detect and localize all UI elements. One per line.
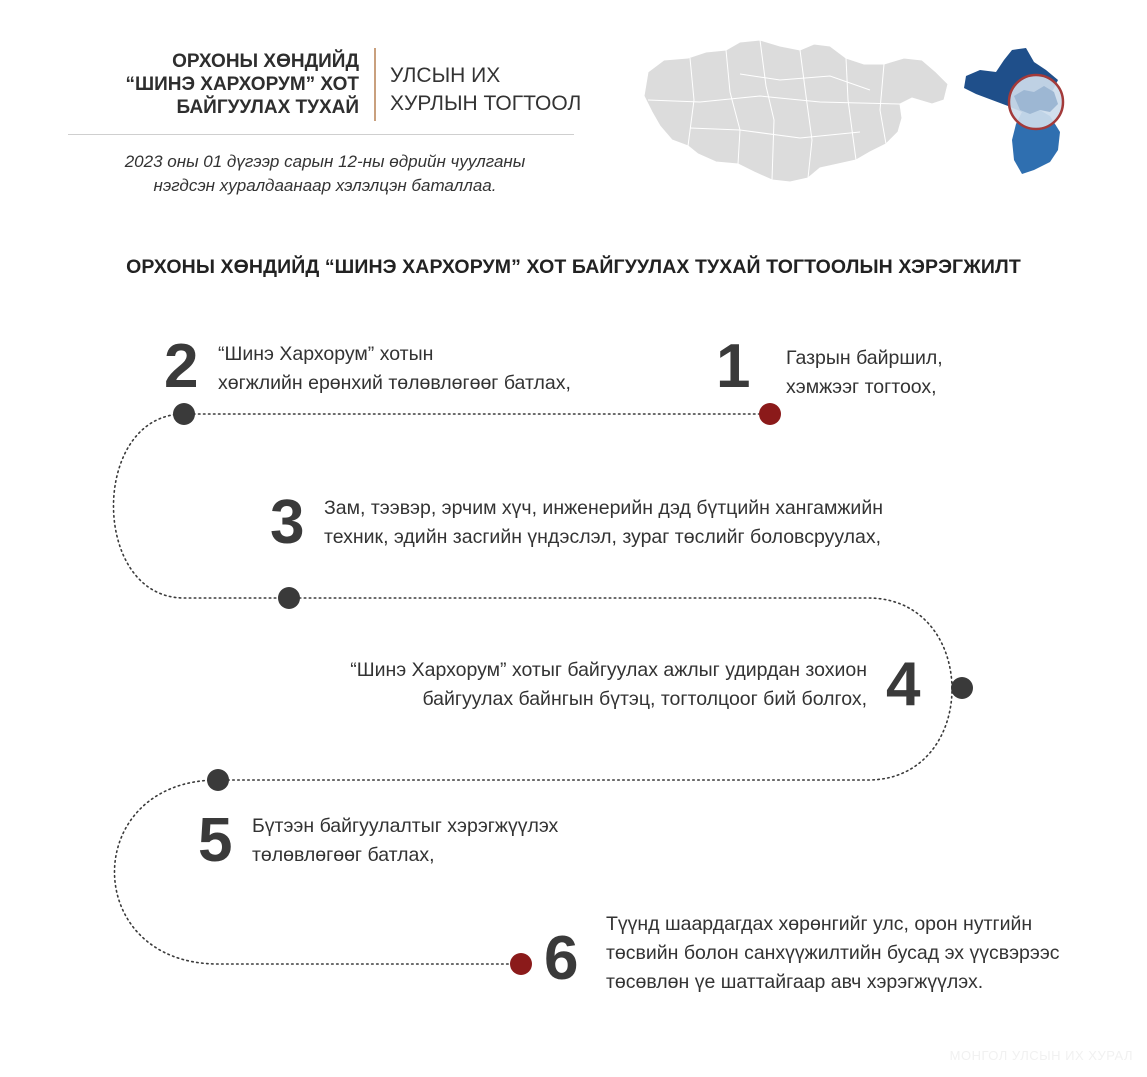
step-5-line: Бүтээн байгуулалтыг хэрэгжүүлэх — [252, 815, 559, 837]
step-6-line: төсвийн болон санхүүжилтийн бусад эх үүсвэрээс — [606, 942, 1060, 964]
step-1-number: 1 — [716, 332, 751, 401]
step-4-number: 4 — [886, 650, 921, 719]
header-title-line: БАЙГУУЛАХ ТУХАЙ — [176, 97, 359, 118]
step-5-marker — [207, 769, 229, 791]
header-subtitle-line: ХУРЛЫН ТОГТООЛ — [390, 92, 582, 115]
step-4-marker — [951, 677, 973, 699]
watermark: МОНГОЛ УЛСЫН ИХ ХУРАЛ — [949, 1048, 1133, 1063]
step-6-marker — [510, 953, 532, 975]
step-5-text — [252, 812, 558, 870]
header-title-line: ОРХОНЫ ХӨНДИЙД — [172, 51, 359, 72]
step-2-number: 2 — [164, 332, 199, 401]
step-3-line: техник, эдийн засгийн үндэслэл, зураг төслийг боловсруулах, — [324, 526, 882, 548]
step-4-line: байгуулах байнгын бүтэц, тогтолцоог бий болгох, — [422, 688, 867, 710]
step-3-line: Зам, тээвэр, эрчим хүч, инженерийн дэд бүтцийн хангамжийн — [324, 497, 883, 519]
header-title-line: “ШИНЭ ХАРХОРУМ” ХОТ — [125, 74, 359, 95]
step-4-line: “Шинэ Хархорум” хотыг байгуулах ажлыг удирдан зохион — [350, 659, 867, 681]
step-5-number: 5 — [198, 806, 233, 875]
step-4-text — [350, 656, 867, 714]
step-2-marker — [173, 403, 195, 425]
step-2-line: “Шинэ Хархорум” хотын — [218, 343, 434, 365]
header-subtitle-line: УЛСЫН ИХ — [390, 64, 501, 87]
step-2-text — [218, 340, 571, 398]
step-6-text — [606, 910, 1060, 997]
step-6-line: Түүнд шаардагдах хөрөнгийг улс, орон нутгийн — [606, 913, 1033, 935]
step-6-number: 6 — [544, 924, 579, 993]
step-1-marker — [759, 403, 781, 425]
step-3-number: 3 — [270, 488, 305, 557]
step-5-line: төлөвлөгөөг батлах, — [252, 844, 435, 866]
step-1-line: Газрын байршил, — [786, 347, 943, 369]
step-6-line: төсөвлөн үе шаттайгаар авч хэрэгжүүлэх. — [606, 971, 984, 993]
step-2-line: хөгжлийн ерөнхий төлөвлөгөөг батлах, — [218, 372, 571, 394]
main-title: ОРХОНЫ ХӨНДИЙД “ШИНЭ ХАРХОРУМ” ХОТ БАЙГУУЛАХ ТУХАЙ ТОГТООЛЫН ХЭРЭГЖИЛТ — [126, 256, 1021, 278]
step-3-marker — [278, 587, 300, 609]
step-1-text — [786, 344, 943, 402]
header-note-line: нэгдсэн хуралдаанаар хэлэлцэн баталлаа. — [153, 176, 497, 195]
header-note-line: 2023 оны 01 дүгээр сарын 12-ны өдрийн чуулганы — [124, 152, 526, 171]
step-1-line: хэмжээг тогтоох, — [786, 376, 937, 398]
step-3-text — [324, 494, 883, 552]
